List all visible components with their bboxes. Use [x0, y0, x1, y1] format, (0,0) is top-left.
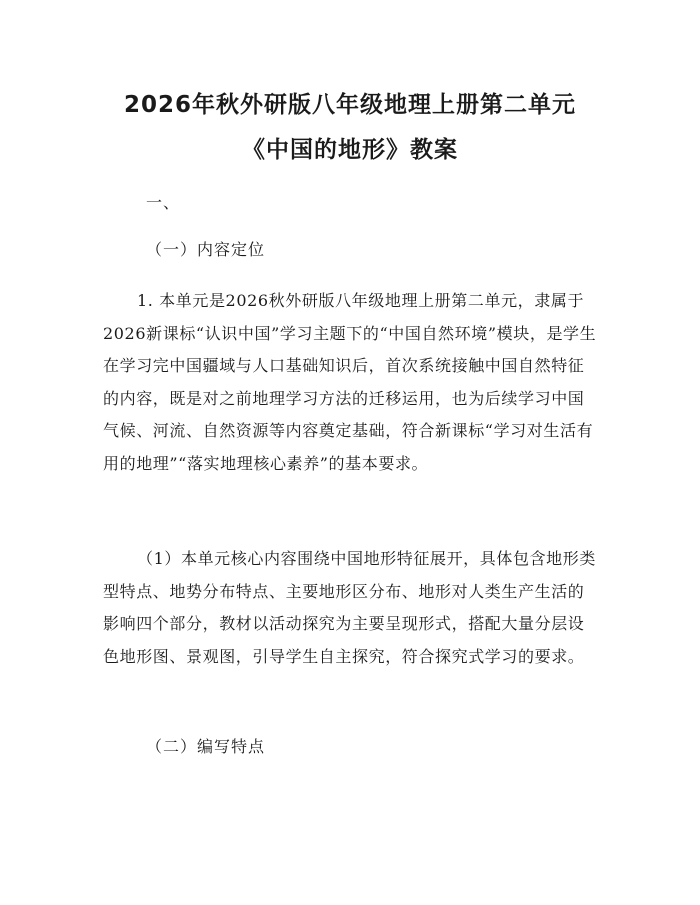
document-title-line-1: 2026年秋外研版八年级地理上册第二单元 [123, 92, 576, 118]
section-heading-one: 一、 [146, 193, 181, 212]
paragraph-core-content: （1）本单元核心内容围绕中国地形特征展开，具体包含地形类型特点、地势分布特点、主要地形区分布、地形对人类生产生活的影响四个部分，教材以活动探究为主要呈现形式，搭配大量分层设色地形图、景观图，引导学生自主探究，符合探究式学习的要求。 [103, 549, 596, 666]
subsection-heading-writing-features: （二）编写特点 [146, 737, 266, 756]
subsection-heading-content-positioning: （一）内容定位 [146, 240, 266, 259]
document-title-line-2: 《中国的地形》教案 [242, 137, 458, 163]
paragraph-unit-positioning: 1. 本单元是2026秋外研版八年级地理上册第二单元，隶属于2026新课标“认识中国”学习主题下的“中国自然环境”模块，是学生在学习完中国疆域与人口基础知识后，首次系统接触中国自然特征的内容，既是对之前地理学习方法的迁移运用，也为后续学习中国气候、河流、自然资源等内容奠定基础，符合新课标“学习对生活有用的地理”“落实地理核心素养”的基本要求。 [103, 291, 597, 473]
